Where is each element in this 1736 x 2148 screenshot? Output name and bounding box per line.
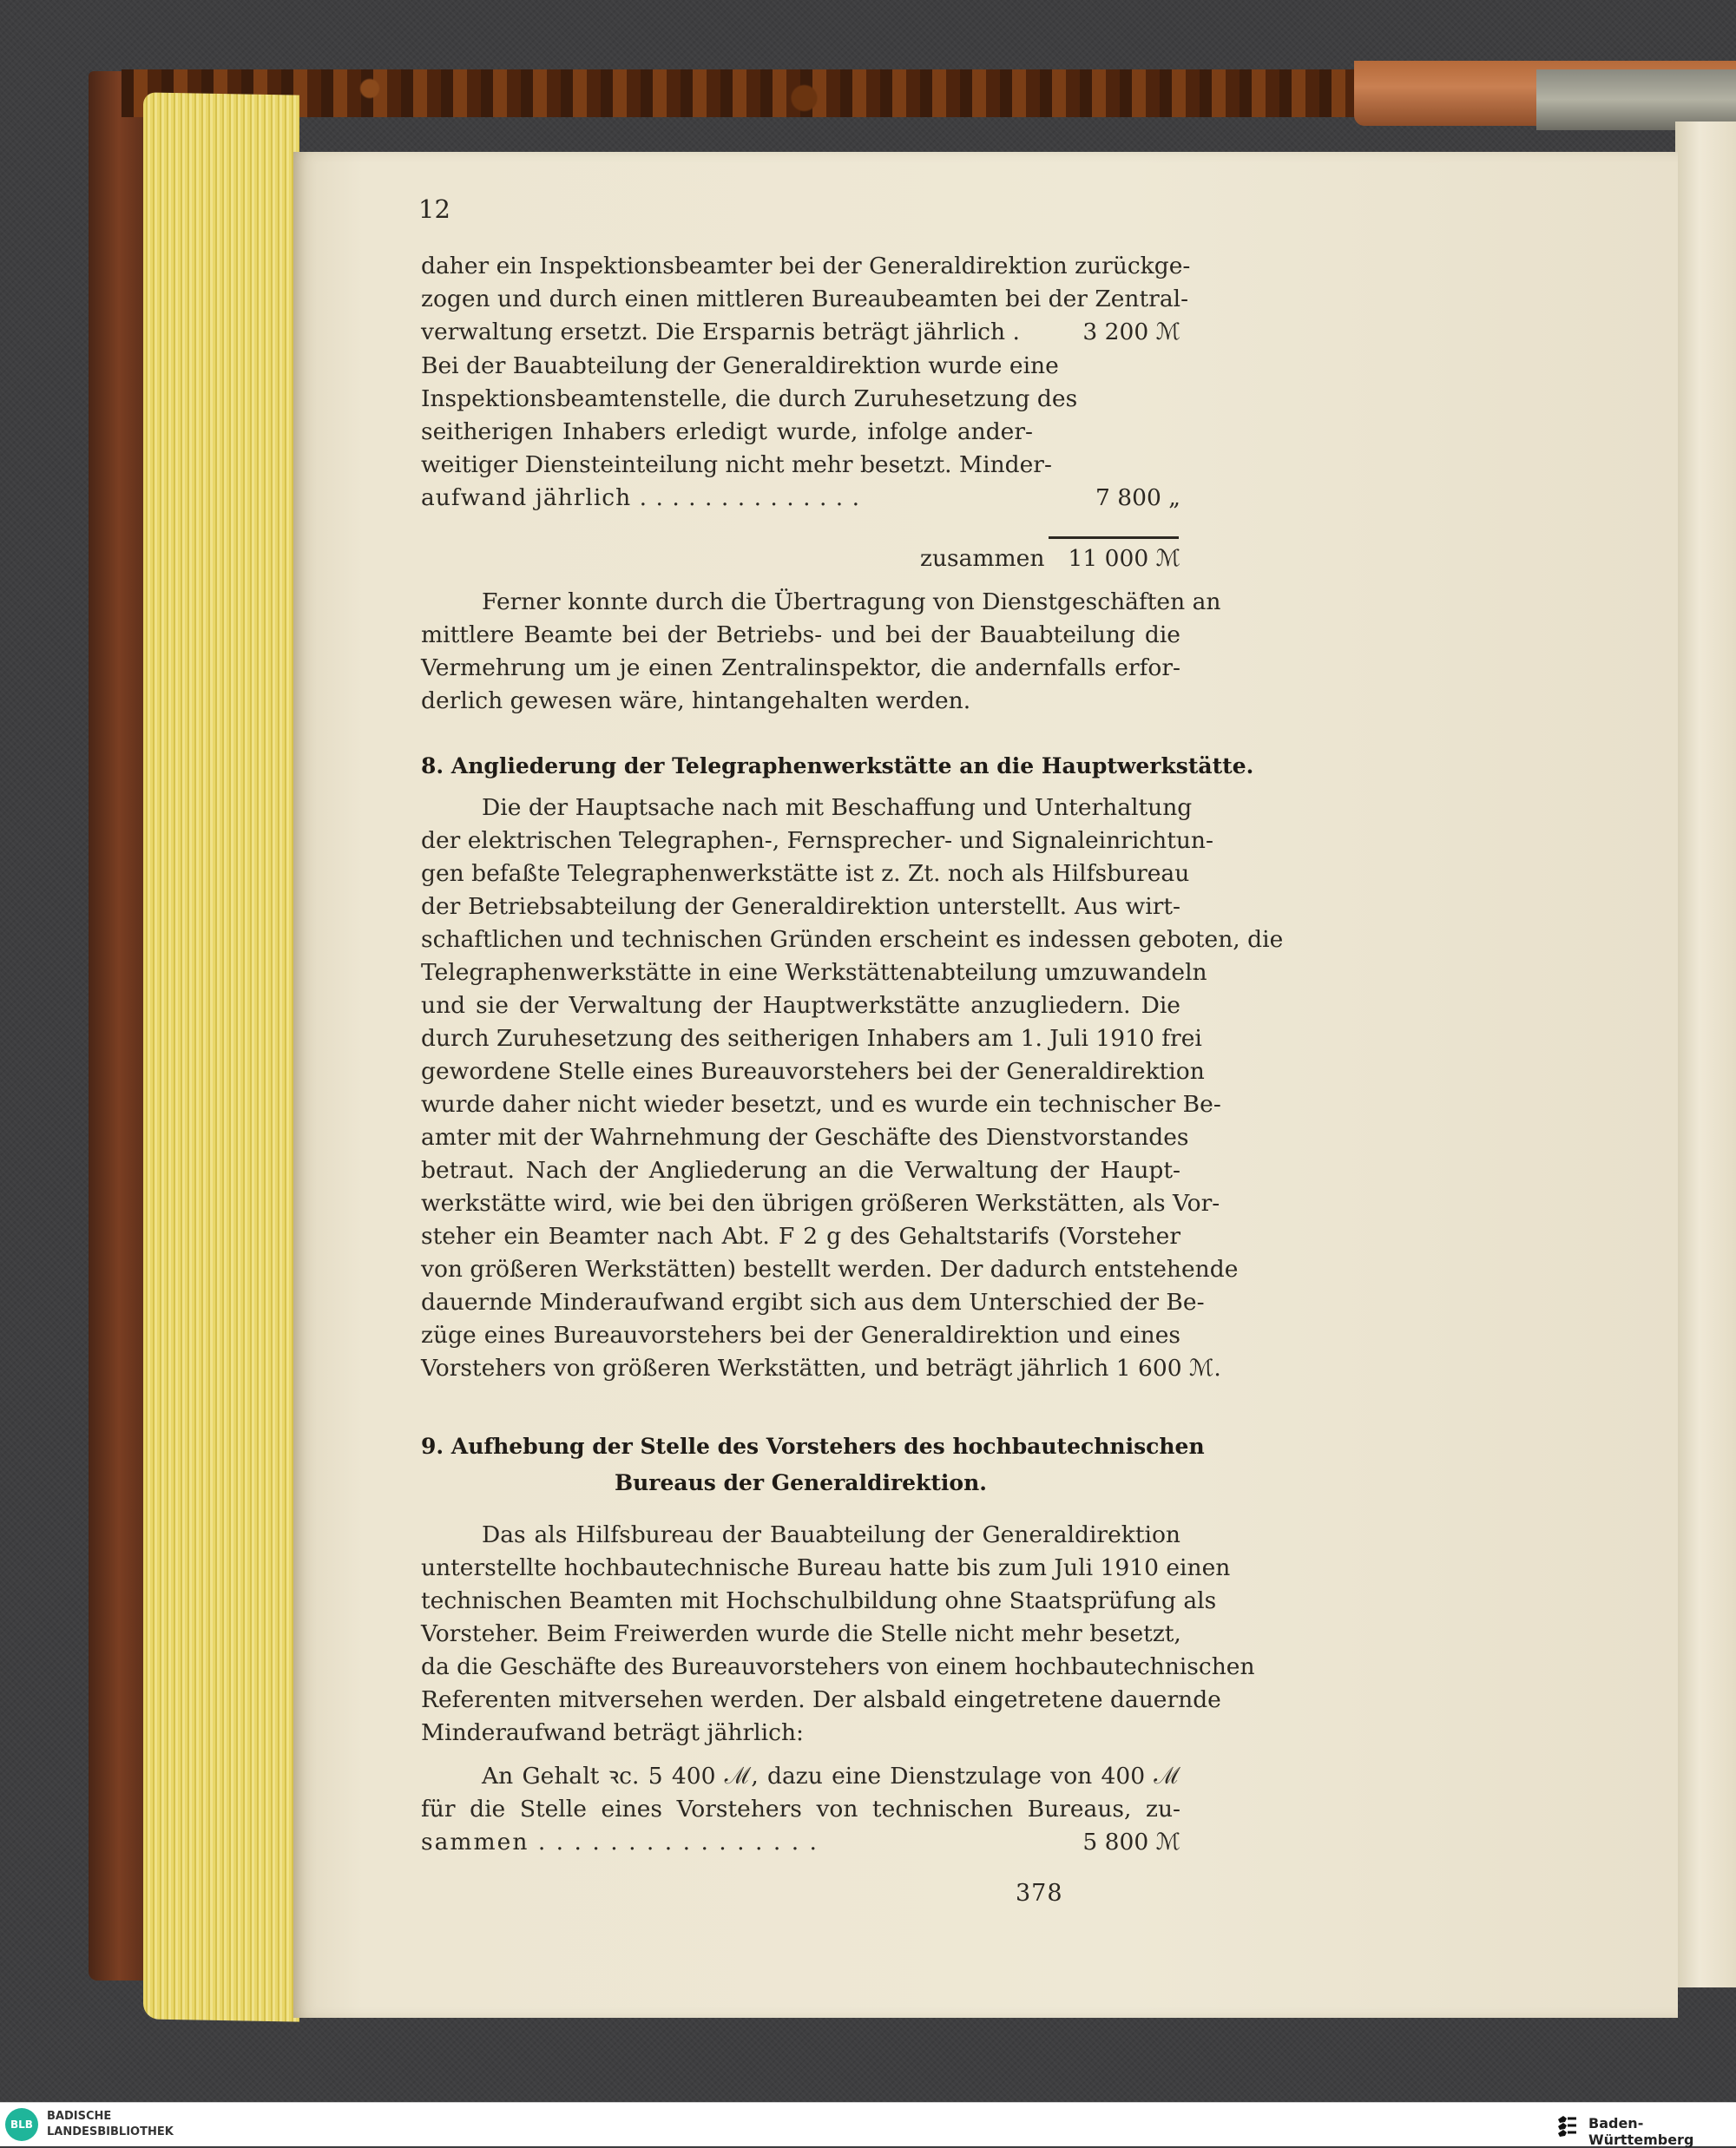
state-name[interactable]: Baden-Württemberg: [1588, 2115, 1694, 2148]
page-number-top: 12: [418, 194, 450, 224]
viewer-footer: [0, 2102, 1736, 2146]
page-stack-edges: [143, 92, 299, 2021]
text-line: aufwand jährlich . . . . . . . . . . . . . .: [421, 484, 861, 511]
text-line: gen befaßte Telegraphenwerkstätte ist z. Zt. noch als Hilfsbureau: [421, 860, 1190, 887]
blb-logo[interactable]: BLB: [5, 2108, 38, 2141]
text-line: Vorsteher. Beim Freiwerden wurde die Stelle nicht mehr besetzt,: [421, 1620, 1181, 1647]
text-line: Vermehrung um je einen Zentralinspektor, die andernfalls erfor-: [421, 654, 1180, 681]
text-line: verwaltung ersetzt. Die Ersparnis beträgt jährlich .: [421, 319, 1020, 345]
text-line: seitherigen Inhabers erledigt wurde, infolge ander-: [421, 418, 1033, 445]
text-line: gewordene Stelle eines Bureauvorstehers bei der Generaldirektion: [421, 1058, 1205, 1085]
amount-total: 11 000 ℳ: [1068, 545, 1180, 572]
library-name: [47, 2109, 174, 2140]
text-line: und sie der Verwaltung der Hauptwerkstätte anzugliedern. Die: [421, 992, 1180, 1019]
text-line: sammen . . . . . . . . . . . . . . . .: [421, 1829, 819, 1856]
amount-value: 3 200 ℳ: [1082, 319, 1180, 345]
library-name-line2: LANDESBIBLIOTHEK: [47, 2125, 174, 2138]
text-line: steher ein Beamter nach Abt. F 2 g des Gehaltstarifs (Vorsteher: [421, 1223, 1180, 1250]
baden-wuerttemberg-lions-icon[interactable]: [1554, 2112, 1581, 2139]
facing-page-edge: [1675, 122, 1736, 1987]
text-line: derlich gewesen wäre, hintangehalten werden.: [421, 687, 971, 714]
text-line: züge eines Bureauvorstehers bei der Generaldirektion und eines: [421, 1322, 1180, 1349]
text-line: zogen und durch einen mittleren Bureaubeamten bei der Zentral-: [421, 286, 1189, 312]
text-line: unterstellte hochbautechnische Bureau hatte bis zum Juli 1910 einen: [421, 1554, 1231, 1581]
page-number-bottom: 378: [1016, 1880, 1063, 1907]
text-line: schaftlichen und technischen Gründen erscheint es indessen geboten, die: [421, 926, 1284, 953]
sum-rule: [1049, 536, 1179, 539]
text-line: Bei der Bauabteilung der Generaldirektion wurde eine: [421, 352, 1059, 379]
book-cover-marbled: [122, 69, 1363, 117]
text-line: amter mit der Wahrnehmung der Geschäfte des Dienstvorstandes: [421, 1124, 1189, 1151]
text-line: da die Geschäfte des Bureauvorstehers von einem hochbautechnischen: [421, 1653, 1255, 1680]
section-heading-9-cont: Bureaus der Generaldirektion.: [615, 1470, 987, 1495]
text-line: werkstätte wird, wie bei den übrigen größeren Werkstätten, als Vor-: [421, 1190, 1220, 1217]
text-line: dauernde Minderaufwand ergibt sich aus dem Unterschied der Be-: [421, 1289, 1205, 1316]
text-line: Ferner konnte durch die Übertragung von Dienstgeschäften an: [482, 588, 1221, 615]
text-line: mittlere Beamte bei der Betriebs- und bei der Bauabteilung die: [421, 621, 1180, 648]
section-heading-9: 9. Aufhebung der Stelle des Vorstehers des hochbautechnischen: [421, 1434, 1205, 1459]
text-line: daher ein Inspektionsbeamter bei der Generaldirektion zurückge-: [421, 253, 1191, 279]
amount-value: 7 800 „: [1095, 484, 1180, 511]
text-line: Minderaufwand beträgt jährlich:: [421, 1719, 804, 1746]
book-cover-edge: [89, 71, 149, 1980]
text-line: für die Stelle eines Vorstehers von technischen Bureaus, zu-: [421, 1796, 1180, 1823]
amount-value: 5 800 ℳ: [1082, 1829, 1180, 1856]
text-line: Vorstehers von größeren Werkstätten, und beträgt jährlich 1 600 ℳ.: [421, 1355, 1221, 1382]
text-line: betraut. Nach der Angliederung an die Verwaltung der Haupt-: [421, 1157, 1180, 1184]
text-line: Inspektionsbeamtenstelle, die durch Zuruhesetzung des: [421, 385, 1078, 412]
text-line: durch Zuruhesetzung des seitherigen Inhabers am 1. Juli 1910 frei: [421, 1025, 1202, 1052]
text-line: wurde daher nicht wieder besetzt, und es wurde ein technischer Be-: [421, 1091, 1221, 1118]
text-line: weitiger Diensteinteilung nicht mehr besetzt. Minder-: [421, 451, 1052, 478]
text-line: zusammen: [920, 545, 1045, 572]
text-line: der Betriebsabteilung der Generaldirektion unterstellt. Aus wirt-: [421, 893, 1180, 920]
library-name-line1: BADISCHE: [47, 2110, 112, 2123]
text-line: Referenten mitversehen werden. Der alsbald eingetretene dauernde: [421, 1686, 1221, 1713]
text-line: Das als Hilfsbureau der Bauabteilung der Generaldirektion: [482, 1521, 1180, 1548]
text-line: technischen Beamten mit Hochschulbildung ohne Staatsprüfung als: [421, 1587, 1217, 1614]
text-line: Telegraphenwerkstätte in eine Werkstättenabteilung umzuwandeln: [421, 959, 1207, 986]
text-line: von größeren Werkstätten) bestellt werden. Der dadurch entstehende: [421, 1256, 1239, 1283]
text-line: An Gehalt ꝛc. 5 400 ℳ, dazu eine Dienstzulage von 400 ℳ: [482, 1763, 1180, 1790]
text-line: Die der Hauptsache nach mit Beschaffung und Unterhaltung: [482, 794, 1193, 821]
section-heading-8: 8. Angliederung der Telegraphenwerkstätte an die Hauptwerkstätte.: [421, 753, 1254, 778]
text-line: der elektrischen Telegraphen-, Fernsprecher- und Signaleinrichtun-: [421, 827, 1213, 854]
